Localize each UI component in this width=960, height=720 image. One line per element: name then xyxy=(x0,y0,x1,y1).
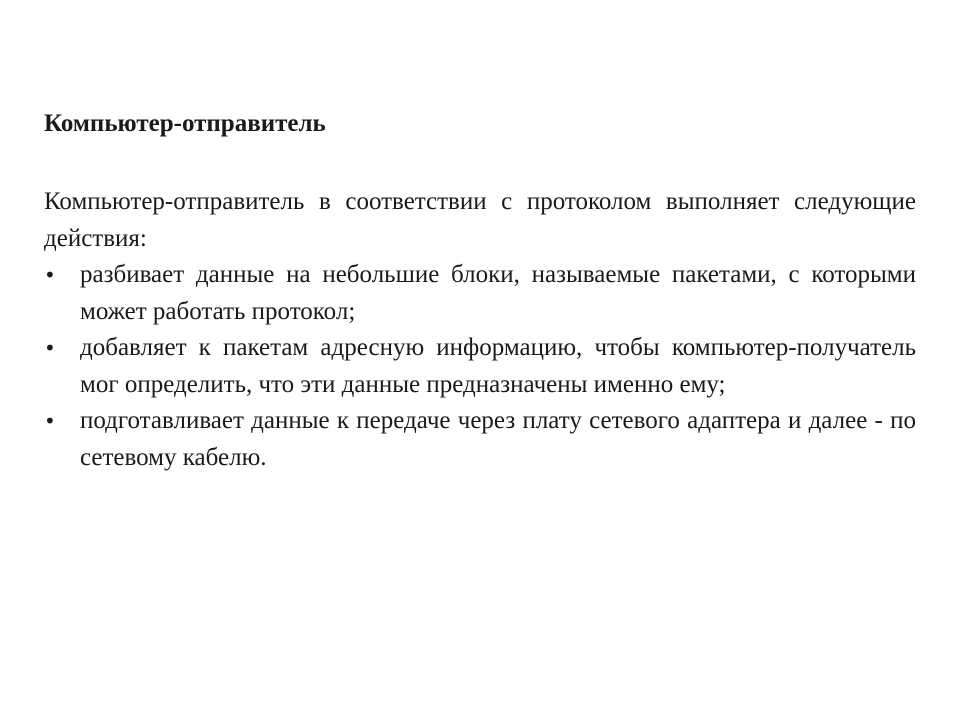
bullet-item xyxy=(44,257,916,330)
slide-title: Компьютер-отправитель xyxy=(44,110,326,137)
bullet-icon: • xyxy=(44,336,56,360)
bullet-item xyxy=(44,403,916,476)
slide-body xyxy=(44,184,916,476)
bullet-text: добавляет к пакетам адресную информацию, чтобы компьютер-получатель мог определить, что эти данные предназначены именно ему; xyxy=(80,334,916,398)
bullet-list xyxy=(44,257,916,476)
bullet-text: разбивает данные на небольшие блоки, называемые пакетами, с которыми может работать протокол; xyxy=(80,261,916,325)
bullet-icon: • xyxy=(44,263,56,287)
bullet-text: подготавливает данные к передаче через плату сетевого адаптера и далее - по сетевому кабелю. xyxy=(80,407,916,471)
intro-paragraph: Компьютер-отправитель в соответствии с протоколом выполняет следующие действия: xyxy=(44,188,916,252)
bullet-icon: • xyxy=(44,409,56,433)
bullet-item xyxy=(44,330,916,403)
